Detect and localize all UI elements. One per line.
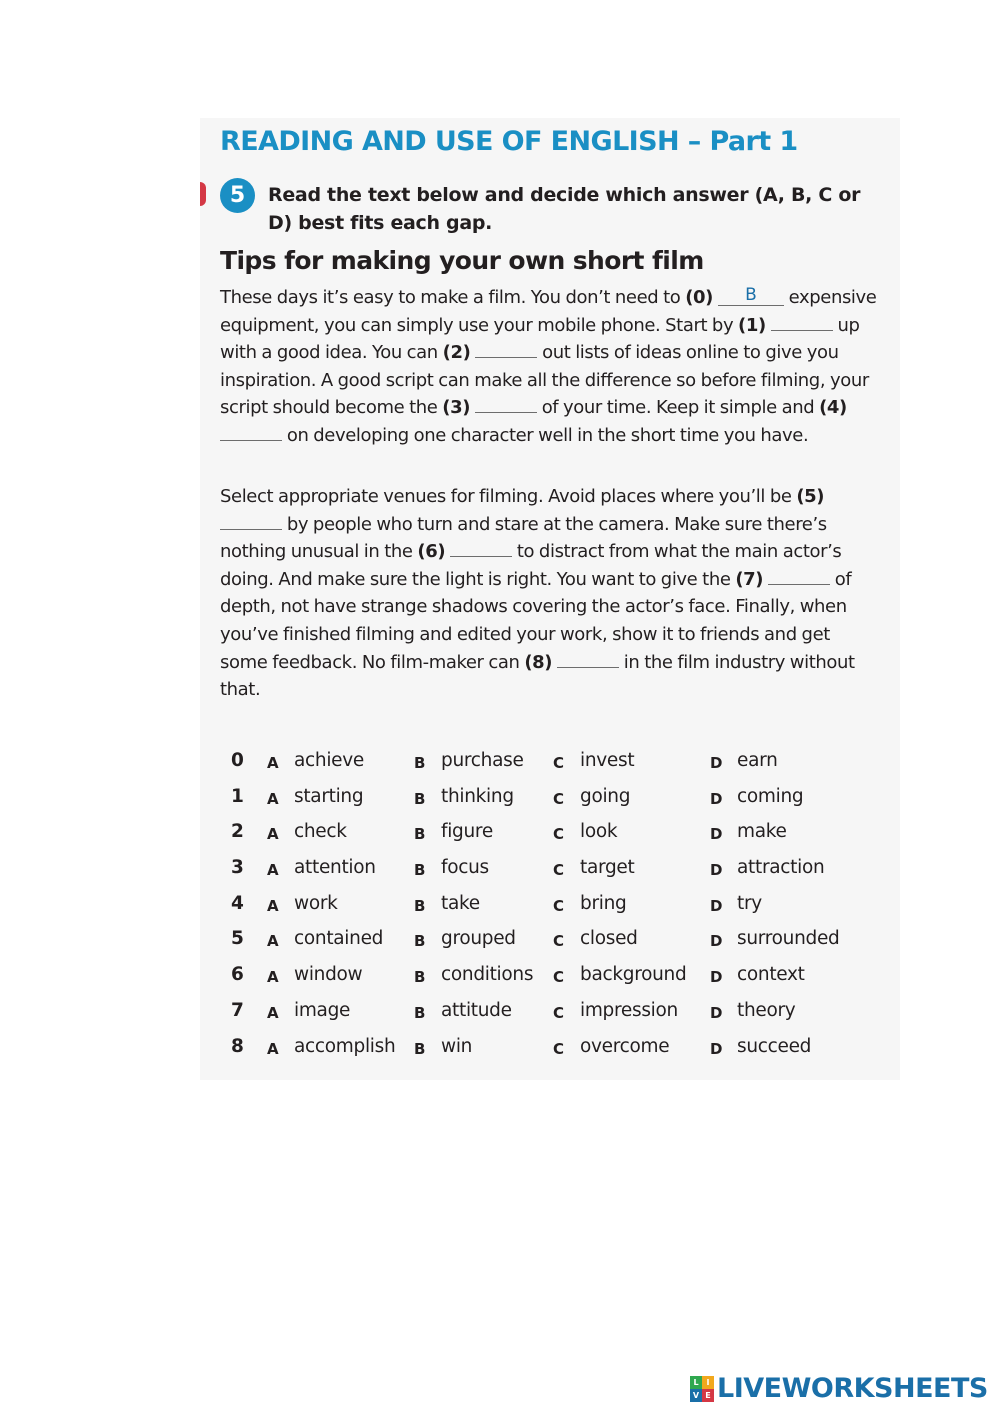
logo-tile: E: [702, 1389, 714, 1402]
question-number: 0: [231, 750, 244, 771]
paragraph-text: Select appropriate venues for filming. Avoid places where you’ll be: [220, 486, 792, 507]
option-b: take: [441, 892, 480, 914]
option-letter-a: A: [267, 825, 279, 844]
question-number: 6: [231, 964, 244, 986]
option-a: contained: [294, 928, 384, 950]
paragraph-text: out lists of ideas online to give you inspiration. A good script can make all the difference so before filming, your script should become the: [220, 342, 869, 419]
options-row: [222, 746, 882, 782]
gap-label-5: (5): [796, 486, 825, 507]
option-a: check: [294, 821, 347, 843]
exercise-instruction: Read the text below and decide which answer (A, B, C or D) best fits each gap.: [268, 184, 861, 234]
logo-tile: L: [690, 1376, 702, 1389]
option-a: achieve: [294, 750, 364, 771]
gap-label-0: (0): [685, 287, 713, 308]
option-letter-c: C: [553, 789, 564, 808]
liveworksheets-logo-icon: [690, 1376, 714, 1402]
option-a: image: [294, 999, 351, 1021]
option-b: figure: [441, 821, 493, 843]
option-letter-c: C: [553, 932, 564, 951]
paragraph-text: in the film industry without that.: [220, 651, 855, 701]
option-letter-d: D: [710, 825, 723, 844]
option-letter-b: B: [414, 861, 426, 880]
option-letter-a: A: [267, 968, 279, 987]
option-letter-a: A: [267, 754, 279, 772]
option-b: attitude: [441, 999, 512, 1021]
option-letter-c: C: [553, 825, 564, 844]
paragraph-text: on developing one character well in the short time you have.: [286, 424, 809, 446]
option-letter-c: C: [553, 896, 564, 915]
gap-label-3: (3): [442, 397, 471, 419]
article-paragraph-2: [220, 483, 880, 704]
option-a: window: [294, 964, 363, 986]
option-letter-d: D: [710, 896, 723, 915]
option-letter-c: C: [553, 968, 564, 987]
gap-label-6: (6): [417, 541, 446, 563]
option-c: closed: [580, 928, 638, 950]
option-d: attraction: [737, 857, 825, 879]
gap-label-4: (4): [819, 397, 847, 419]
options-row: [222, 853, 882, 889]
option-letter-b: B: [414, 1003, 426, 1022]
option-a: accomplish: [294, 1035, 396, 1057]
option-letter-d: D: [710, 754, 723, 772]
option-letter-c: C: [553, 1039, 564, 1058]
option-c: background: [580, 964, 687, 986]
option-letter-b: B: [414, 754, 426, 772]
gap-6-answer-field[interactable]: [450, 540, 512, 557]
option-letter-a: A: [267, 896, 279, 915]
paragraph-text: expensive equipment, you can simply use your mobile phone. Start by: [220, 287, 877, 336]
option-c: look: [580, 821, 618, 843]
gap-label-7: (7): [735, 568, 764, 590]
option-letter-d: D: [710, 1039, 723, 1058]
question-number: 4: [231, 892, 244, 914]
option-b: conditions: [441, 964, 534, 986]
options-row: [222, 782, 882, 818]
option-letter-d: D: [710, 968, 723, 987]
gap-5-answer-field[interactable]: [220, 513, 282, 530]
option-letter-c: C: [553, 754, 564, 772]
option-c: going: [580, 785, 631, 807]
option-letter-b: B: [414, 896, 426, 915]
gap-0-answer-field[interactable]: B: [718, 285, 784, 306]
paragraph-text: These days it’s easy to make a film. You don’t need to: [220, 287, 681, 308]
options-row: [222, 924, 882, 960]
gap-label-8: (8): [524, 651, 553, 673]
option-letter-b: B: [414, 932, 426, 951]
gap-3-answer-field[interactable]: [475, 396, 537, 413]
option-c: impression: [580, 999, 678, 1021]
question-number: 8: [231, 1035, 244, 1057]
option-d: try: [737, 892, 762, 914]
gap-label-2: (2): [442, 342, 471, 364]
question-number: 5: [231, 928, 244, 950]
option-letter-d: D: [710, 789, 723, 808]
option-letter-a: A: [267, 1003, 279, 1022]
options-row: [222, 960, 882, 996]
option-b: thinking: [441, 785, 514, 807]
option-letter-a: A: [267, 789, 279, 808]
answer-options-table: [222, 746, 882, 1067]
option-letter-c: C: [553, 1003, 564, 1022]
logo-tile: V: [690, 1389, 702, 1402]
option-letter-a: A: [267, 861, 279, 880]
option-d: surrounded: [737, 928, 840, 950]
option-b: win: [441, 1035, 473, 1057]
audio-marker-icon: [200, 182, 206, 206]
liveworksheets-brand: [690, 1373, 988, 1404]
gap-1-answer-field[interactable]: [771, 314, 833, 331]
option-d: make: [737, 821, 787, 843]
gap-8-answer-field[interactable]: [557, 651, 619, 668]
option-letter-c: C: [553, 861, 564, 880]
option-b: grouped: [441, 928, 516, 950]
paragraph-text: up with a good idea. You can: [220, 314, 860, 364]
question-number: 2: [231, 821, 244, 843]
question-number: 3: [231, 857, 244, 879]
option-letter-b: B: [414, 825, 426, 844]
section-heading: READING AND USE OF ENGLISH – Part 1: [220, 126, 798, 157]
option-b: purchase: [441, 750, 524, 771]
article-title: Tips for making your own short film: [220, 246, 704, 275]
question-number: 7: [231, 999, 244, 1021]
option-letter-b: B: [414, 789, 426, 808]
options-row: [222, 817, 882, 853]
option-letter-d: D: [710, 932, 723, 951]
logo-tile: I: [702, 1376, 714, 1389]
option-letter-b: B: [414, 1039, 426, 1058]
option-c: overcome: [580, 1035, 670, 1057]
gap-2-answer-field[interactable]: [475, 341, 537, 358]
option-a: starting: [294, 785, 364, 807]
option-d: earn: [737, 750, 778, 771]
option-c: target: [580, 857, 635, 879]
option-d: succeed: [737, 1035, 812, 1057]
gap-7-answer-field[interactable]: [768, 568, 830, 585]
option-c: bring: [580, 892, 627, 914]
option-a: work: [294, 892, 338, 914]
options-row: [222, 1032, 882, 1068]
options-row: [222, 889, 882, 925]
option-letter-d: D: [710, 861, 723, 880]
option-b: focus: [441, 857, 489, 879]
option-d: coming: [737, 785, 804, 807]
exercise-number-badge: 5: [220, 178, 255, 213]
paragraph-text: to distract from what the main actor’s doing. And make sure the light is right. You want to give the: [220, 541, 842, 590]
gap-4-answer-field[interactable]: [220, 424, 282, 441]
gap-label-1: (1): [738, 314, 766, 336]
options-row: [222, 996, 882, 1032]
option-d: context: [737, 964, 805, 986]
paragraph-text: by people who turn and stare at the camera. Make sure there’s nothing unusual in the: [220, 513, 827, 563]
option-letter-b: B: [414, 968, 426, 987]
option-letter-d: D: [710, 1003, 723, 1022]
option-c: invest: [580, 750, 635, 771]
article-paragraph-1: [220, 284, 880, 450]
option-d: theory: [737, 999, 796, 1021]
option-letter-a: A: [267, 932, 279, 951]
option-letter-a: A: [267, 1039, 279, 1058]
paragraph-text: of depth, not have strange shadows covering the actor’s face. Finally, when you’ve finished filming and edited your work, show it to friends and get some feedback. No film-maker can: [220, 568, 852, 673]
option-a: attention: [294, 857, 376, 879]
question-number: 1: [231, 785, 244, 807]
paragraph-text: of your time. Keep it simple and: [541, 397, 815, 419]
brand-name: LIVEWORKSHEETS: [717, 1373, 988, 1404]
